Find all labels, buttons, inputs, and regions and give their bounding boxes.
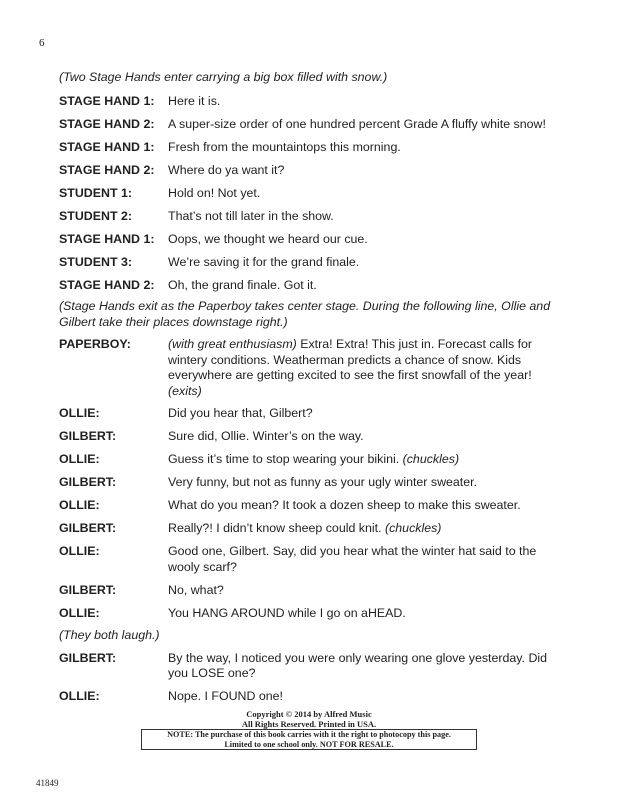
note-line: NOTE: The purchase of this book carries with it the right to photocopy this page.: [167, 730, 451, 739]
dialogue-text: We’re saving it for the grand finale.: [168, 254, 360, 269]
dialogue-text: Fresh from the mountaintops this morning.: [168, 139, 401, 154]
speaker: OLLIE:: [59, 406, 100, 420]
paperboy-line: Extra! Extra! This just in. Forecast calls for wintery conditions. Weatherman predicts a chance of snow. Kids everywhere are getting excited to see the first snowfall of the year!: [168, 337, 533, 382]
dialogue-line: [59, 94, 559, 110]
dialogue-line: [59, 452, 559, 468]
dialogue-line: [59, 606, 559, 622]
dialogue-text: Hold on! Not yet.: [168, 185, 261, 200]
speaker: OLLIE:: [59, 452, 100, 466]
dialogue-text: What do you mean? It took a dozen sheep to make this sweater.: [168, 498, 521, 512]
dialogue-text: [168, 337, 559, 399]
dialogue-text: By the way, I noticed you were only wearing one glove yesterday. Did you LOSE one?: [168, 650, 548, 680]
copyright: [0, 709, 618, 729]
speaker: OLLIE:: [59, 689, 100, 703]
dialogue-line: [59, 475, 559, 491]
dialogue-text: You HANG AROUND while I go on aHEAD.: [168, 605, 406, 620]
dialogue-line: [59, 583, 559, 599]
dialogue-line: [59, 429, 559, 445]
photocopy-note: [141, 729, 477, 750]
speaker: OLLIE:: [59, 605, 100, 620]
note-line: Limited to one school only. NOT FOR RESALE.: [224, 739, 394, 749]
dialogue-text: Did you hear that, Gilbert?: [168, 406, 313, 420]
speaker: STAGE HAND 1:: [59, 93, 155, 108]
speaker: GILBERT:: [59, 429, 117, 443]
copyright-line: Copyright © 2014 by Alfred Music: [246, 709, 372, 719]
stage-direction: (They both laugh.): [59, 628, 160, 642]
speaker: STAGE HAND 2:: [59, 116, 155, 131]
speaker: OLLIE:: [59, 544, 100, 558]
rights-line: All Rights Reserved. Printed in USA.: [241, 719, 377, 729]
dialogue-text: Sure did, Ollie. Winter’s on the way.: [168, 429, 364, 443]
inline-direction: (chuckles): [402, 452, 460, 466]
dialogue-line: [59, 689, 559, 705]
dialogue-line: [59, 651, 559, 682]
dialogue-line: [59, 337, 559, 399]
dialogue-text: Oops, we thought we heard our cue.: [168, 231, 368, 246]
dialogue-line: [59, 163, 559, 179]
speaker: STUDENT 2:: [59, 208, 132, 223]
speaker: STAGE HAND 1:: [59, 139, 155, 154]
inline-direction: (with great enthusiasm): [168, 337, 297, 351]
inline-direction: (chuckles): [384, 521, 442, 535]
page-number: 6: [39, 37, 45, 49]
dialogue-text: Really?! I didn’t know sheep could knit. (chuckles): [168, 521, 442, 535]
dialogue-text: No, what?: [168, 582, 224, 597]
speaker: STUDENT 1:: [59, 185, 132, 200]
dialogue-line: [59, 232, 559, 248]
speaker: STAGE HAND 1:: [59, 231, 155, 246]
dialogue-text: Here it is.: [168, 93, 221, 108]
speaker: STUDENT 3:: [59, 254, 132, 269]
dialogue-line: [59, 278, 559, 294]
speaker: GILBERT:: [59, 475, 117, 489]
dialogue-line: [59, 544, 559, 575]
script-body: [59, 70, 559, 705]
speaker: OLLIE:: [59, 498, 100, 512]
dialogue-line: [59, 140, 559, 156]
speaker: GILBERT:: [59, 650, 117, 665]
catalog-number: 41849: [36, 778, 59, 788]
speaker: STAGE HAND 2:: [59, 277, 155, 292]
dialogue-line: [59, 498, 559, 514]
dialogue-line: [59, 117, 559, 133]
dialogue-text: Where do ya want it?: [168, 162, 285, 177]
dialogue-line: [59, 406, 559, 422]
dialogue-text: That’s not till later in the show.: [168, 208, 334, 223]
dialogue-text: Guess it’s time to stop wearing your bikini. (chuckles): [168, 452, 460, 466]
dialogue-text: Oh, the grand finale. Got it.: [168, 277, 317, 292]
speaker: PAPERBOY:: [59, 337, 131, 351]
dialogue-text: Very funny, but not as funny as your ugly winter sweater.: [168, 475, 478, 489]
speaker: GILBERT:: [59, 582, 117, 597]
speaker: STAGE HAND 2:: [59, 162, 155, 177]
inline-direction: (exits): [168, 383, 202, 398]
dialogue-text: A super-size order of one hundred percent Grade A fluffy white snow!: [168, 116, 546, 131]
dialogue-text: Nope. I FOUND one!: [168, 689, 284, 703]
stage-direction: (Stage Hands exit as the Paperboy takes center stage. During the following line, Ollie and Gilbert take their places downstage right.): [59, 299, 551, 329]
dialogue-line: [59, 186, 559, 202]
speaker: GILBERT:: [59, 521, 117, 535]
stage-direction: (Two Stage Hands enter carrying a big box filled with snow.): [59, 70, 388, 84]
dialogue-line: [59, 521, 559, 537]
dialogue-line: [59, 255, 559, 271]
dialogue-line: [59, 209, 559, 225]
dialogue-text: Good one, Gilbert. Say, did you hear what the winter hat said to the wooly scarf?: [168, 544, 537, 574]
